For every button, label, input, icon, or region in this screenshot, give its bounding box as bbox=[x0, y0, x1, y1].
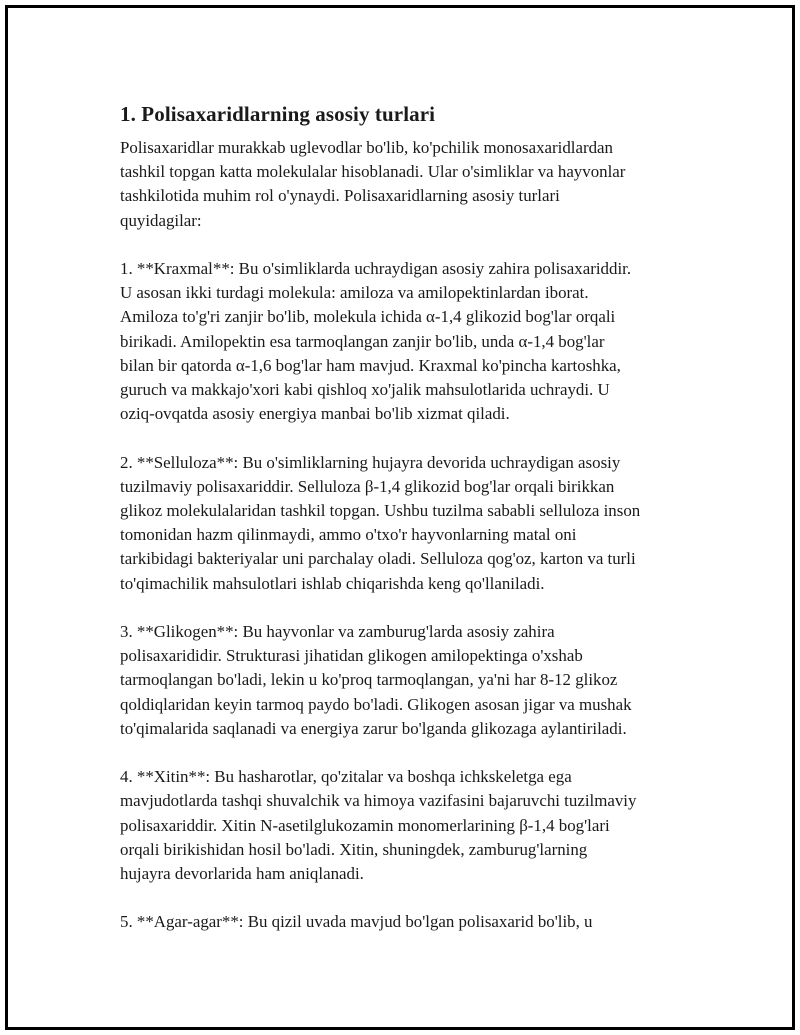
text-line: orqali birikishidan hosil bo'ladi. Xitin, shuningdek, zamburug'larning bbox=[120, 839, 588, 859]
text-line: oziq-ovqatda asosiy energiya manbai bo'lib xizmat qiladi. bbox=[120, 404, 510, 424]
paragraph-list bbox=[120, 136, 700, 935]
text-line: 4. **Xitin**: Bu hasharotlar, qo'zitalar va boshqa ichkskeletga ega bbox=[120, 767, 572, 787]
text-line: tashkilotida muhim rol o'ynaydi. Polisaxaridlarning asosiy turlari bbox=[120, 186, 560, 206]
text-line: glikoz molekulalaridan tashkil topgan. Ushbu tuzilma sababli selluloza inson bbox=[120, 501, 641, 521]
paragraph bbox=[120, 910, 700, 934]
section-heading: 1. Polisaxaridlarning asosiy turlari bbox=[120, 102, 436, 126]
text-line: tarmoqlangan bo'ladi, lekin u ko'proq tarmoqlangan, ya'ni har 8-12 glikoz bbox=[120, 670, 618, 690]
paragraph bbox=[120, 451, 700, 596]
paragraph bbox=[120, 620, 700, 741]
text-line: 1. **Kraxmal**: Bu o'simliklarda uchraydigan asosiy zahira polisaxariddir. bbox=[120, 259, 632, 278]
paragraph bbox=[120, 765, 700, 886]
text-line: mavjudotlarda tashqi shuvalchik va himoya vazifasini bajaruvchi tuzilmaviy bbox=[120, 791, 637, 811]
text-line: Amiloza to'g'ri zanjir bo'lib, molekula ichida α-1,4 glikozid bog'lar orqali bbox=[120, 307, 616, 327]
text-line: U asosan ikki turdagi molekula: amiloza va amilopektinlardan iborat. bbox=[120, 283, 589, 303]
document-body bbox=[120, 100, 700, 959]
text-line: tarkibidagi bakteriyalar uni parchalay oladi. Selluloza qog'oz, karton va turli bbox=[120, 549, 636, 569]
text-line: 5. **Agar-agar**: Bu qizil uvada mavjud bo'lgan polisaxarid bo'lib, u bbox=[120, 912, 593, 932]
text-line: Polisaxaridlar murakkab uglevodlar bo'lib, ko'pchilik monosaxaridlardan bbox=[120, 138, 613, 157]
text-line: bilan bir qatorda α-1,6 bog'lar ham mavjud. Kraxmal ko'pincha kartoshka, bbox=[120, 355, 621, 375]
text-line: birikadi. Amilopektin esa tarmoqlangan zanjir bo'lib, unda α-1,4 bog'lar bbox=[120, 331, 605, 351]
page-frame bbox=[5, 5, 795, 1030]
text-line: tomonidan hazm qilinmaydi, ammo o'txo'r hayvonlarning matal oni bbox=[120, 525, 577, 545]
text-line: to'qimalarida saqlanadi va energiya zarur bo'lganda glikozaga aylantiriladi. bbox=[120, 718, 627, 738]
paragraph bbox=[120, 257, 700, 426]
text-line: tuzilmaviy polisaxariddir. Selluloza β-1,4 glikozid bog'lar orqali birikkan bbox=[120, 476, 615, 496]
text-line: quyidagilar: bbox=[120, 210, 202, 230]
text-line: polisaxariddir. Xitin N-asetilglukozamin monomerlarining β-1,4 bog'lari bbox=[120, 815, 610, 835]
text-line: 2. **Selluloza**: Bu o'simliklarning hujayra devorida uchraydigan asosiy bbox=[120, 452, 621, 472]
text-line: qoldiqlaridan keyin tarmoq paydo bo'ladi. Glikogen asosan jigar va mushak bbox=[120, 694, 632, 714]
paragraph bbox=[120, 136, 700, 233]
text-line: tashkil topgan katta molekulalar hisoblanadi. Ular o'simliklar va hayvonlar bbox=[120, 162, 626, 182]
text-line: 3. **Glikogen**: Bu hayvonlar va zamburug'larda asosiy zahira bbox=[120, 622, 555, 642]
text-line: guruch va makkajo'xori kabi qishloq xo'jalik mahsulotlarida uchraydi. U bbox=[120, 380, 610, 400]
text-line: to'qimachilik mahsulotlari ishlab chiqarishda keng qo'llaniladi. bbox=[120, 573, 545, 593]
text-line: polisaxarididir. Strukturasi jihatidan glikogen amilopektinga o'xshab bbox=[120, 646, 583, 666]
text-line: hujayra devorlarida ham aniqlanadi. bbox=[120, 864, 364, 884]
